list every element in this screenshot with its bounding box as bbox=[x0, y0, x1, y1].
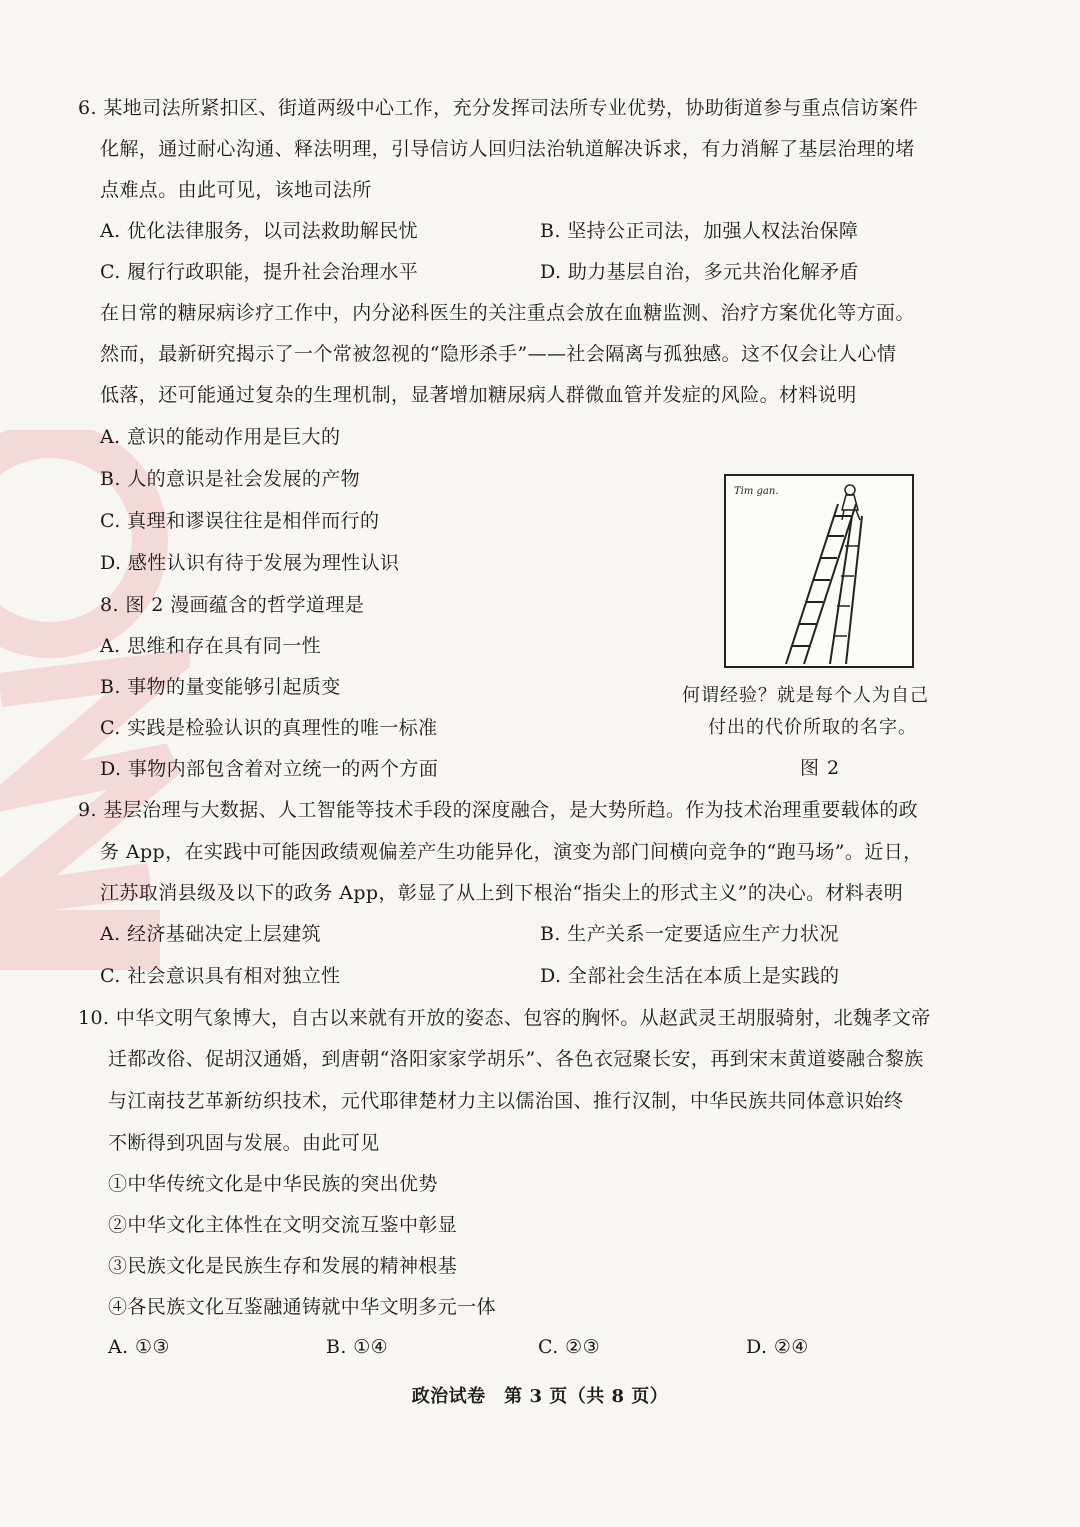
q9-option-d: D. 全部社会生活在本质上是实践的 bbox=[540, 965, 840, 987]
q9-option-b: B. 生产关系一定要适应生产力状况 bbox=[540, 923, 839, 945]
q10-option-b: B. ①④ bbox=[326, 1336, 389, 1358]
q9-stem-line-1: 9. 基层治理与大数据、人工智能等技术手段的深度融合，是大势所趋。作为技术治理重要载体的政 bbox=[78, 799, 919, 821]
q7-stem-line-1: 在日常的糖尿病诊疗工作中，内分泌科医生的关注重点会放在血糖监测、治疗方案优化等方面。 bbox=[100, 302, 915, 324]
q10-stem-line-2: 迁都改俗、促胡汉通婚，到唐朝“洛阳家家学胡乐”、各色衣冠聚长安，再到宋末黄道婆融合黎族 bbox=[108, 1048, 924, 1070]
q10-statement-1: ①中华传统文化是中华民族的突出优势 bbox=[108, 1173, 438, 1195]
q7-stem-line-2: 然而，最新研究揭示了一个常被忽视的“隐形杀手”——社会隔离与孤独感。这不仅会让人心情 bbox=[100, 343, 897, 365]
q10-stem-line-1: 10. 中华文明气象博大，自古以来就有开放的姿态、包容的胸怀。从赵武灵王胡服骑射，北魏孝文帝 bbox=[78, 1007, 931, 1029]
comic-caption-line-2: 付出的代价所取的名字。 bbox=[708, 717, 917, 738]
q10-statement-4: ④各民族文化互鉴融通铸就中华文明多元一体 bbox=[108, 1296, 497, 1318]
q10-option-a: A. ①③ bbox=[108, 1336, 170, 1358]
q8-option-c: C. 实践是检验认识的真理性的唯一标准 bbox=[100, 717, 438, 739]
q10-stem-line-3: 与江南技艺革新纺织技术，元代耶律楚材力主以儒治国、推行汉制，中华民族共同体意识始终 bbox=[108, 1090, 904, 1112]
q6-option-d: D. 助力基层自治，多元共治化解矛盾 bbox=[540, 261, 859, 283]
q10-stem-line-4: 不断得到巩固与发展。由此可见 bbox=[108, 1132, 380, 1154]
comic-signature: Tim gan. bbox=[734, 486, 779, 497]
q8-option-b: B. 事物的量变能够引起质变 bbox=[100, 676, 341, 698]
q9-option-c: C. 社会意识具有相对独立性 bbox=[100, 965, 341, 987]
page-footer: 政治试卷 第 3 页（共 8 页） bbox=[411, 1386, 669, 1407]
q6-stem-line-1: 6. 某地司法所紧扣区、街道两级中心工作，充分发挥司法所专业优势，协助街道参与重点信访案件 bbox=[78, 97, 919, 119]
q7-option-c: C. 真理和谬误往往是相伴而行的 bbox=[100, 510, 380, 532]
q10-statement-2: ②中华文化主体性在文明交流互鉴中彰显 bbox=[108, 1214, 458, 1236]
q10-option-c: C. ②③ bbox=[538, 1336, 601, 1358]
q6-option-c: C. 履行行政职能，提升社会治理水平 bbox=[100, 261, 419, 283]
q8-option-d: D. 事物内部包含着对立统一的两个方面 bbox=[100, 758, 439, 780]
q9-stem-line-2: 务 App，在实践中可能因政绩观偏差产生功能异化，演变为部门间横向竞争的“跑马场”。近日， bbox=[100, 841, 923, 863]
q7-option-d: D. 感性认识有待于发展为理性认识 bbox=[100, 552, 400, 574]
q6-option-b: B. 坚持公正司法，加强人权法治保障 bbox=[540, 220, 859, 242]
q10-statement-3: ③民族文化是民族生存和发展的精神根基 bbox=[108, 1255, 458, 1277]
comic-figure bbox=[724, 474, 914, 668]
q6-option-a: A. 优化法律服务，以司法救助解民忧 bbox=[100, 220, 419, 242]
q7-option-b: B. 人的意识是社会发展的产物 bbox=[100, 468, 361, 490]
figure-label: 图 2 bbox=[800, 757, 841, 779]
q9-stem-line-3: 江苏取消县级及以下的政务 App，彰显了从上到下根治“指尖上的形式主义”的决心。材料表明 bbox=[100, 882, 904, 904]
q9-option-a: A. 经济基础决定上层建筑 bbox=[100, 923, 322, 945]
q6-stem-line-2: 化解，通过耐心沟通、释法明理，引导信访人回归法治轨道解决诉求，有力消解了基层治理的堵 bbox=[100, 138, 915, 160]
q7-option-a: A. 意识的能动作用是巨大的 bbox=[100, 426, 341, 448]
q6-stem-line-3: 点难点。由此可见，该地司法所 bbox=[100, 179, 372, 201]
q7-stem-line-3: 低落，还可能通过复杂的生理机制，显著增加糖尿病人群微血管并发症的风险。材料说明 bbox=[100, 384, 857, 406]
q8-option-a: A. 思维和存在具有同一性 bbox=[100, 635, 322, 657]
q10-option-d: D. ②④ bbox=[746, 1336, 809, 1358]
comic-caption-line-1: 何谓经验？就是每个人为自己 bbox=[682, 685, 929, 706]
ladder-illustration bbox=[726, 476, 912, 666]
q8-stem: 8. 图 2 漫画蕴含的哲学道理是 bbox=[100, 594, 365, 616]
